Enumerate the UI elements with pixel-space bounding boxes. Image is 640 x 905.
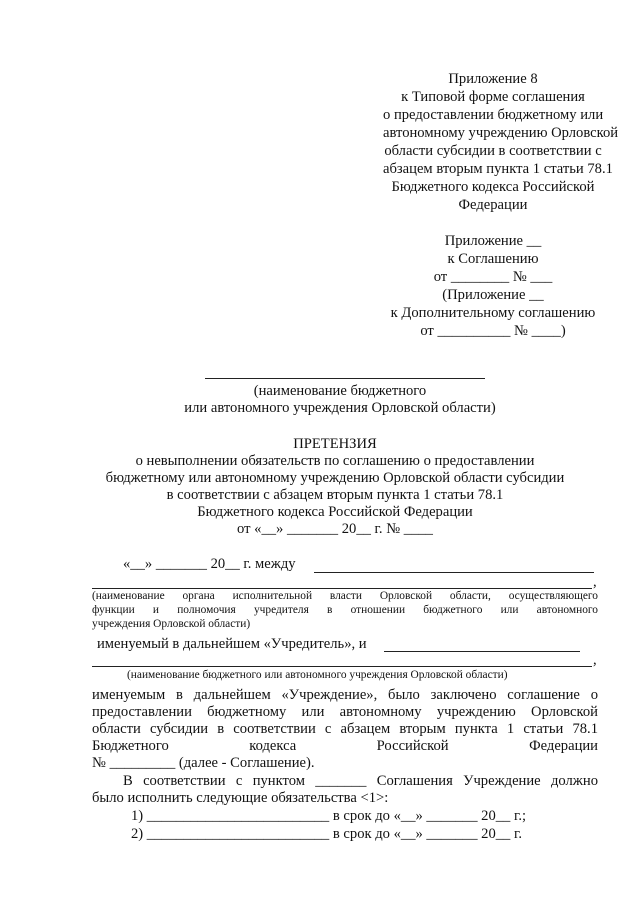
recipient-name-line xyxy=(205,378,485,379)
institution-note: (наименование бюджетного или автономного учреждения Орловской области) xyxy=(127,669,508,681)
institution-name-line xyxy=(384,651,580,652)
claim-subtitle-line: в соответствии с абзацем вторым пункта 1 статьи 78.1 xyxy=(166,487,504,503)
paragraph-line: № _________ (далее - Соглашение). xyxy=(92,755,315,771)
founder-note: (наименование органа исполнительной власти Орловской области, осуществляющего xyxy=(92,590,598,602)
agreement-ref-line: от ________ № ___ xyxy=(433,269,553,285)
recipient-caption: (наименование бюджетного xyxy=(253,383,427,399)
date-between-text: «__» _______ 20__ г. между xyxy=(123,556,296,572)
claim-subtitle-line: бюджетному или автономному учреждению Орловской области субсидии xyxy=(105,470,565,486)
paragraph-line: области субсидии в соответствии с абзацем вторым пункта 1 статьи 78.1 xyxy=(92,721,598,737)
paragraph-line: предоставлении бюджетному или автономному учреждению Орловской xyxy=(92,704,598,720)
claim-subtitle-line: о невыполнении обязательств по соглашению о предоставлении xyxy=(135,453,535,469)
agreement-ref-line: к Дополнительному соглашению xyxy=(390,305,596,321)
claim-date-line: от «__» _______ 20__ г. № ____ xyxy=(237,521,433,537)
appendix-line: Федерации xyxy=(458,197,528,213)
appendix-line: Приложение 8 xyxy=(448,71,538,87)
appendix-line: абзацем вторым пункта 1 статьи 78.1 xyxy=(383,161,613,177)
founder-note: функции и полномочия учредителя в отношении бюджетного или автономного xyxy=(92,604,598,616)
claim-title: ПРЕТЕНЗИЯ xyxy=(293,436,377,452)
claim-subtitle-line: Бюджетного кодекса Российской Федерации xyxy=(197,504,473,520)
agreement-ref-line: (Приложение __ xyxy=(442,287,544,303)
paragraph-line: Бюджетного кодекса Российской Федерации xyxy=(92,738,598,754)
paragraph-line: именуемым в дальнейшем «Учреждение», было заключено соглашение о xyxy=(92,687,598,703)
institution-name-line xyxy=(92,666,592,667)
founder-name-line xyxy=(92,588,592,589)
founder-note: учреждения Орловской области) xyxy=(92,618,251,630)
appendix-line: о предоставлении бюджетному или xyxy=(383,107,604,123)
appendix-line: области субсидии в соответствии с xyxy=(384,143,602,159)
agreement-ref-line: Приложение __ xyxy=(444,233,542,249)
paragraph-line: было исполнить следующие обязательства <1>: xyxy=(92,790,389,806)
obligation-item: 1) _________________________ в срок до «__» _______ 20__ г.; xyxy=(131,808,527,824)
appendix-line: Бюджетного кодекса Российской xyxy=(391,179,595,195)
agreement-ref-line: от __________ № ____) xyxy=(420,323,566,339)
founder-name-line xyxy=(314,572,594,573)
appendix-line: автономному учреждению Орловской xyxy=(383,125,619,141)
comma: , xyxy=(593,574,597,590)
agreement-ref-line: к Соглашению xyxy=(447,251,539,267)
appendix-line: к Типовой форме соглашения xyxy=(401,89,585,105)
founder-named-text: именуемый в дальнейшем «Учредитель», и xyxy=(97,636,367,652)
comma: , xyxy=(593,652,597,668)
recipient-caption: или автономного учреждения Орловской области) xyxy=(184,400,496,416)
paragraph-line: В соответствии с пунктом _______ Соглашения Учреждение должно xyxy=(123,773,598,789)
obligation-item: 2) _________________________ в срок до «__» _______ 20__ г. xyxy=(131,826,522,842)
